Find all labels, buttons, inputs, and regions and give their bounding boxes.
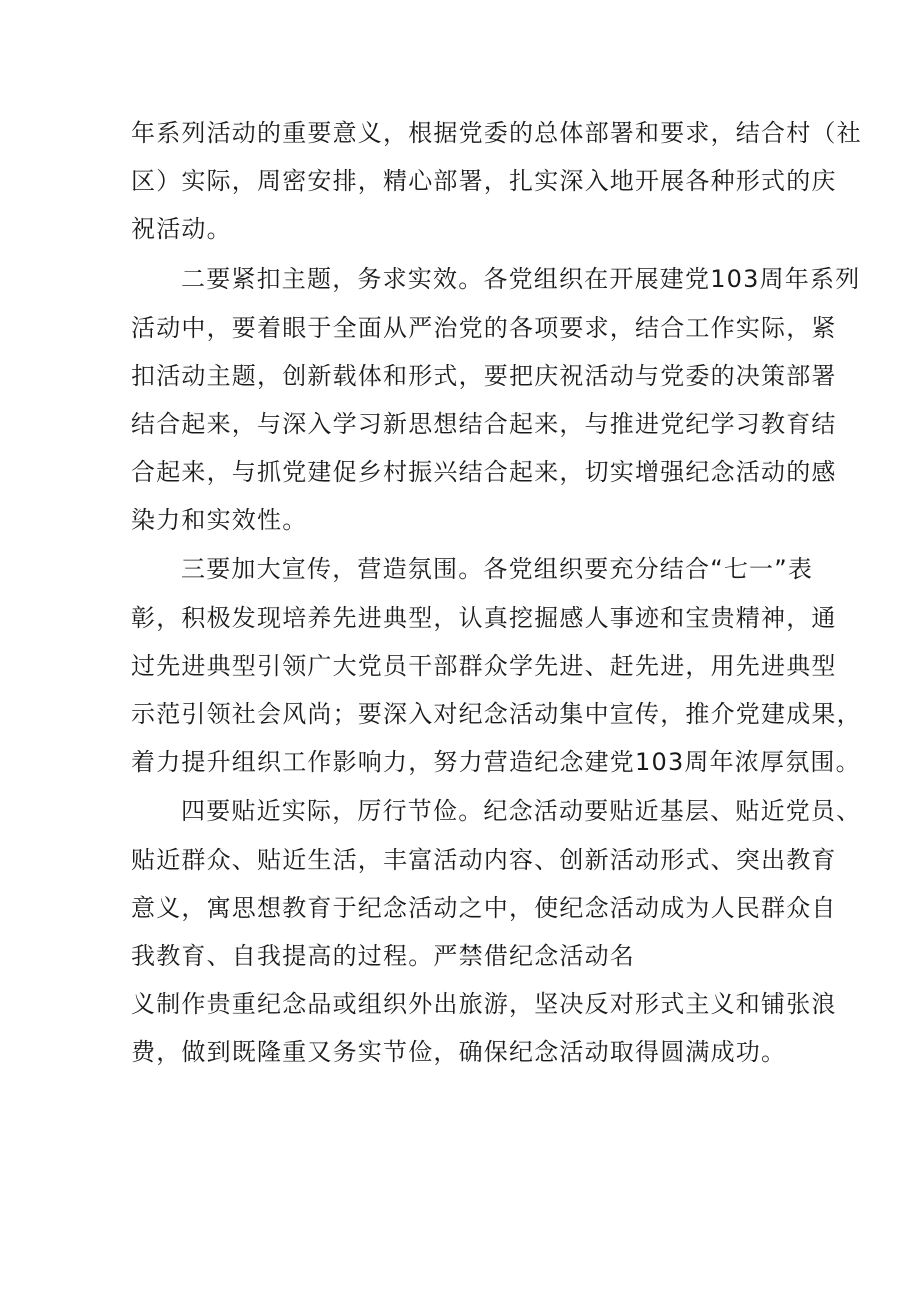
paragraph-2-first-line: 二要紧扣主题，务求实效。各党组织在开展建党103周年系列 (181, 265, 861, 293)
text-line: 示范引领社会风尚；要深入对纪念活动集中宣传，推介党建成果， (131, 700, 862, 728)
text-line: 费，做到既隆重又务实节俭，确保纪念活动取得圆满成功。 (131, 1038, 787, 1066)
text-line: 活动中，要着眼于全面从严治党的各项要求，结合工作实际，紧 (131, 314, 837, 342)
text-line: 彰，积极发现培养先进典型，认真挖掘感人事迹和宝贵精神，通 (131, 604, 837, 632)
text-line: 意义，寓思想教育于纪念活动之中，使纪念活动成为人民群众自 (131, 894, 837, 922)
text-line: 贴近群众、贴近生活，丰富活动内容、创新活动形式、突出教育 (131, 846, 837, 874)
text-line: 着力提升组织工作影响力，努力营造纪念建党103周年浓厚氛围。 (131, 748, 861, 776)
text-line: 我教育、自我提高的过程。严禁借纪念活动名 (131, 942, 635, 970)
text-line: 扣活动主题，创新载体和形式，要把庆祝活动与党委的决策部署 (131, 362, 837, 390)
paragraph-3-first-line: 三要加大宣传，营造氛围。各党组织要充分结合“七一”表 (181, 555, 814, 583)
text-line: 结合起来，与深入学习新思想结合起来，与推进党纪学习教育结 (131, 410, 837, 438)
text-line: 过先进典型引领广大党员干部群众学先进、赶先进，用先进典型 (131, 652, 837, 680)
text-line: 合起来，与抓党建促乡村振兴结合起来，切实增强纪念活动的感 (131, 458, 837, 486)
text-line: 染力和实效性。 (131, 506, 308, 534)
paragraph-4-first-line: 四要贴近实际，厉行节俭。纪念活动要贴近基层、贴近党员、 (181, 797, 862, 825)
text-line: 义制作贵重纪念品或组织外出旅游，坚决反对形式主义和铺张浪 (131, 990, 837, 1018)
text-line: 区）实际，周密安排，精心部署，扎实深入地开展各种形式的庆 (131, 167, 837, 195)
text-line: 祝活动。 (131, 215, 232, 243)
text-line: 年系列活动的重要意义，根据党委的总体部署和要求，结合村（社 (131, 119, 862, 147)
